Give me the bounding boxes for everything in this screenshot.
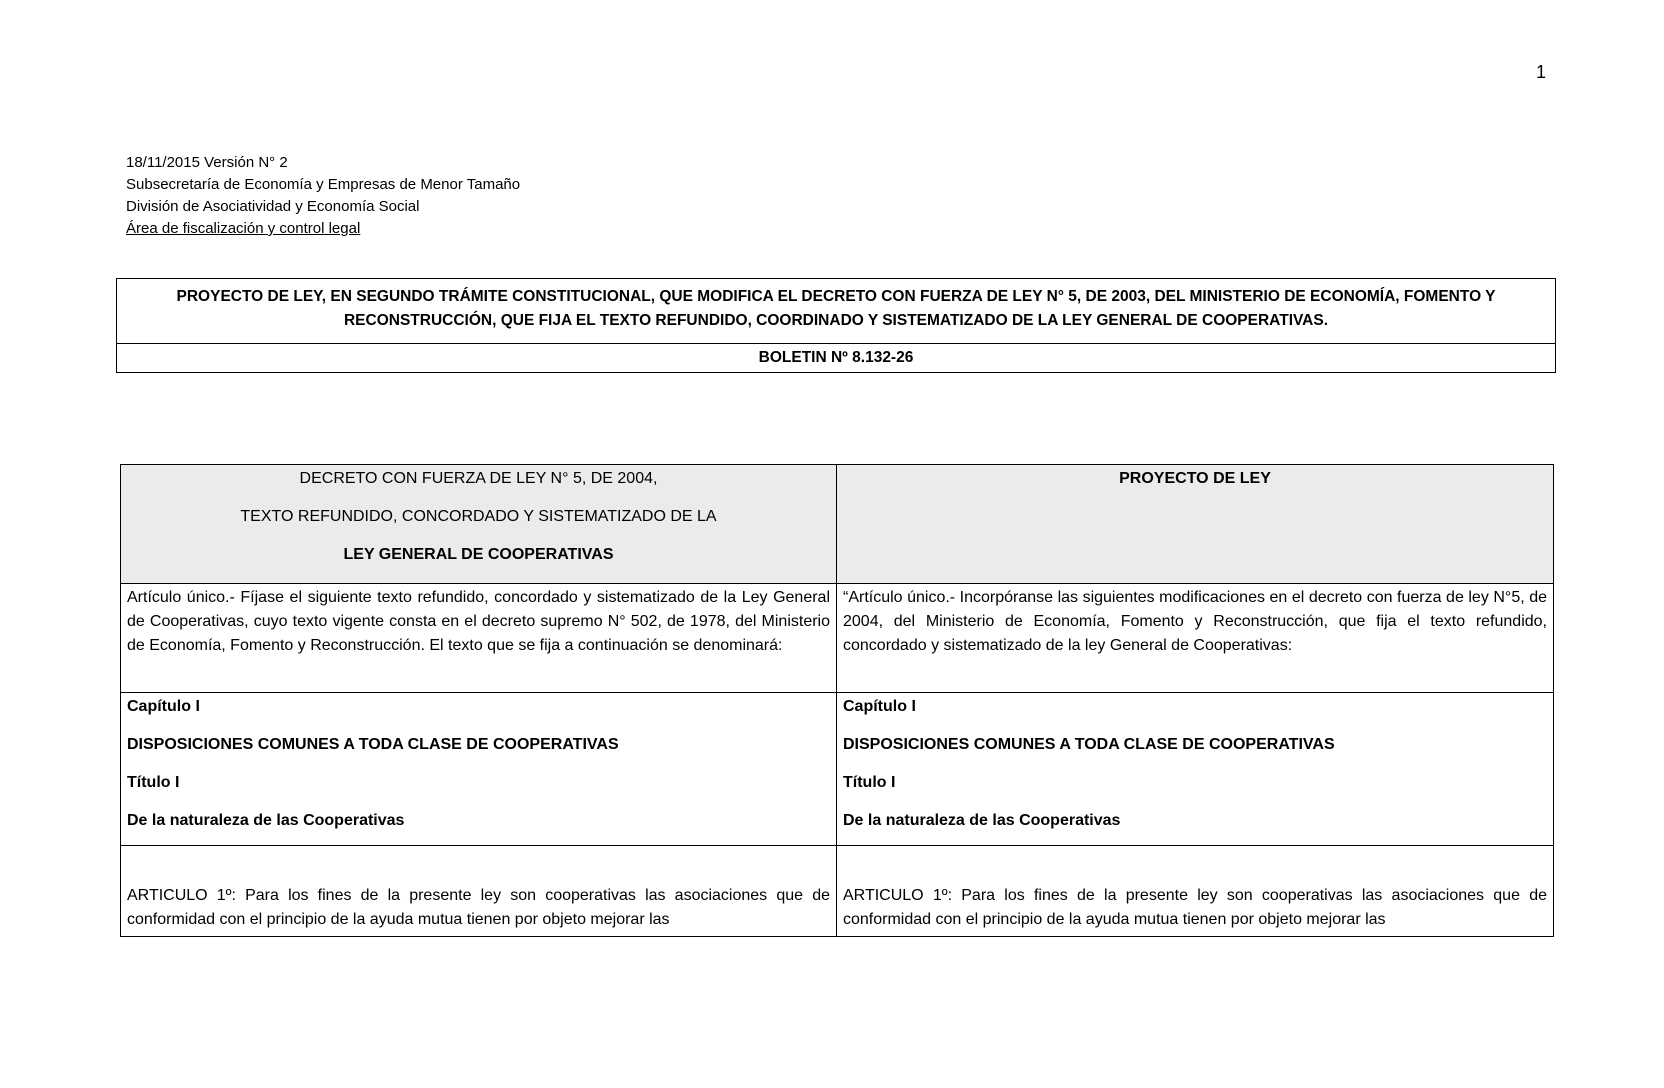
table-row — [121, 584, 1554, 693]
header-left-line2: TEXTO REFUNDIDO, CONCORDADO Y SISTEMATIZADO DE LA — [240, 508, 717, 525]
header-left-line1: DECRETO CON FUERZA DE LEY N° 5, DE 2004, — [299, 470, 658, 487]
chapter-left-cell — [121, 693, 837, 846]
header-left-cell — [121, 465, 837, 584]
title-box — [116, 278, 1556, 373]
article-right-cell — [837, 584, 1554, 693]
disposiciones-left: DISPOSICIONES COMUNES A TODA CLASE DE COOPERATIVAS — [127, 736, 619, 753]
header-right-cell — [837, 465, 1554, 584]
articulo1-left-text: ARTICULO 1º: Para los fines de la presente ley son cooperativas las asociaciones que de conformidad con el principio de la ayuda mutua tienen por objeto mejorar las — [127, 887, 830, 928]
comparison-table — [120, 464, 1554, 937]
naturaleza-left: De la naturaleza de las Cooperativas — [127, 812, 405, 829]
subsecretaria-line: Subsecretaría de Economía y Empresas de Menor Tamaño — [126, 176, 521, 193]
articulo1-right-text: ARTICULO 1º: Para los fines de la presente ley son cooperativas las asociaciones que de conformidad con el principio de la ayuda mutua tienen por objeto mejorar las — [843, 887, 1547, 928]
document-header — [126, 152, 520, 240]
area-line: Área de fiscalización y control legal — [126, 220, 361, 237]
article-right-text: “Artículo único.- Incorpóranse las siguientes modificaciones en el decreto con fuerza de ley N°5, de 2004, del Ministerio de Economía, Fomento y Reconstrucción, que fija el texto refundido, concordado y sistematizado de la ley General de Cooperativas: — [843, 589, 1547, 654]
table-header-row — [121, 465, 1554, 584]
article-left-text: Artículo único.- Fíjase el siguiente texto refundido, concordado y sistematizado de la Ley General de Cooperativas, cuyo texto vigente consta en el decreto supremo N° 502, de 1978, del Ministerio de Economía, Fomento y Reconstrucción. El texto que se fija a continuación se denominará: — [127, 589, 830, 654]
cell-spacer — [843, 848, 1547, 884]
table-row — [121, 693, 1554, 846]
header-left-line3: LEY GENERAL DE COOPERATIVAS — [343, 546, 614, 563]
table-row — [121, 846, 1554, 937]
document-title: PROYECTO DE LEY, EN SEGUNDO TRÁMITE CONSTITUCIONAL, QUE MODIFICA EL DECRETO CON FUERZA DE LEY N° 5, DE 2003, DEL MINISTERIO DE ECONOMÍA, FOMENTO Y RECONSTRUCCIÓN, QUE FIJA EL TEXTO REFUNDIDO, COORDINADO Y SISTEMATIZADO DE LA LEY GENERAL DE COOPERATIVAS. — [117, 279, 1555, 344]
page-number: 1 — [1536, 62, 1547, 82]
disposiciones-right: DISPOSICIONES COMUNES A TODA CLASE DE COOPERATIVAS — [843, 736, 1335, 753]
boletin-number: BOLETIN Nº 8.132-26 — [758, 349, 914, 366]
naturaleza-right: De la naturaleza de las Cooperativas — [843, 812, 1121, 829]
capitulo-right: Capítulo I — [843, 698, 916, 715]
titulo-left: Título I — [127, 774, 180, 791]
articulo1-left-cell — [121, 846, 837, 937]
titulo-right: Título I — [843, 774, 896, 791]
cell-spacer — [127, 848, 830, 884]
chapter-right-cell — [837, 693, 1554, 846]
articulo1-right-cell — [837, 846, 1554, 937]
capitulo-left: Capítulo I — [127, 698, 200, 715]
division-line: División de Asociatividad y Economía Social — [126, 198, 420, 215]
article-left-cell — [121, 584, 837, 693]
date-version: 18/11/2015 Versión N° 2 — [126, 154, 288, 171]
header-right-title: PROYECTO DE LEY — [1119, 470, 1271, 487]
